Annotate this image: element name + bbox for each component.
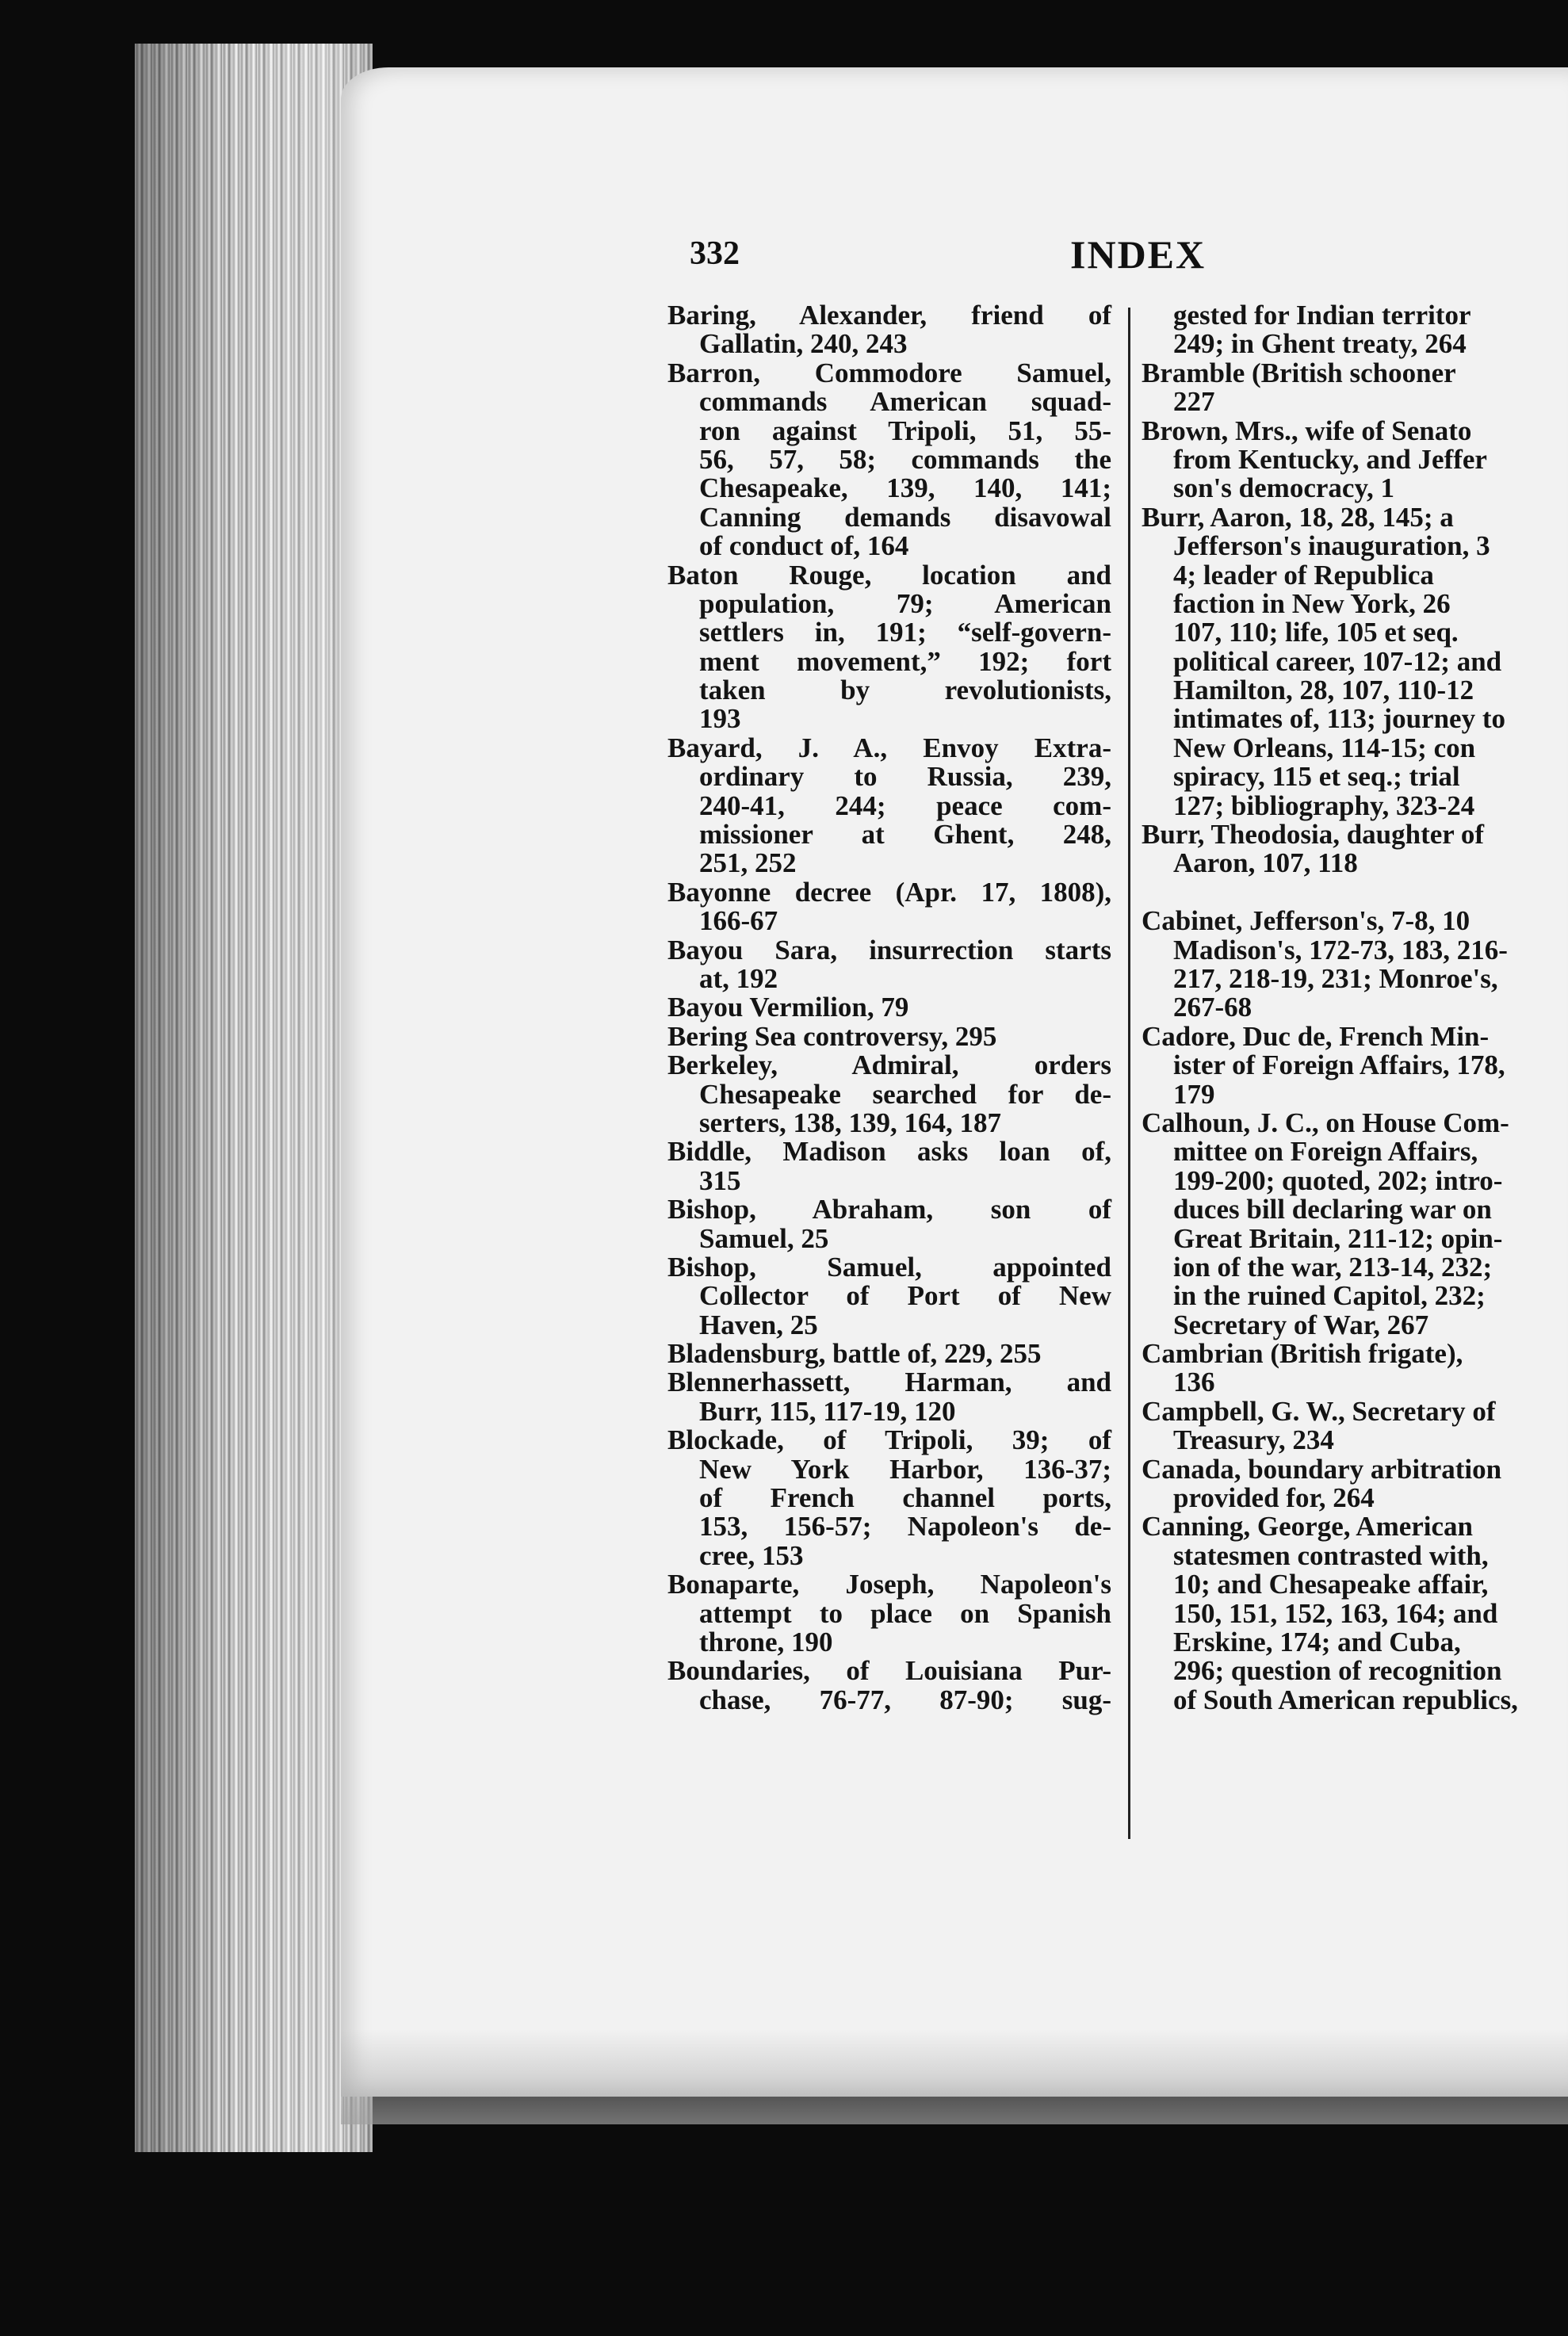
index-line: gested for Indian territor — [1173, 301, 1471, 331]
index-line: Blennerhassett, Harman, and — [667, 1367, 1111, 1398]
index-line: attempt to place on Spanish — [699, 1597, 1111, 1629]
index-line: Boundaries, of Louisiana Pur- — [667, 1655, 1111, 1687]
index-line: Treasury, 234 — [1173, 1424, 1334, 1456]
index-line: Blockade, of Tripoli, 39; of — [667, 1424, 1111, 1456]
index-line: Jefferson's inauguration, 3 — [1173, 530, 1490, 562]
index-line: Berkeley, Admiral, orders — [667, 1049, 1111, 1081]
index-line: Cabinet, Jefferson's, 7-8, 10 — [1142, 905, 1470, 937]
index-line: of conduct of, 164 — [699, 530, 909, 562]
index-line: spiracy, 115 et seq.; trial — [1173, 761, 1460, 793]
index-line: Campbell, G. W., Secretary of — [1142, 1395, 1496, 1427]
index-line: 251, 252 — [699, 847, 797, 879]
index-line: Gallatin, 240, 243 — [699, 328, 908, 360]
index-line: commands American squad- — [699, 386, 1111, 418]
index-column-left — [667, 301, 1111, 1715]
index-line: New Orleans, 114-15; con — [1173, 732, 1476, 763]
index-line: mittee on Foreign Affairs, — [1173, 1136, 1478, 1168]
index-line: Burr, 115, 117-19, 120 — [699, 1395, 956, 1427]
page-bottom-shadow — [341, 2029, 1568, 2124]
index-line: ion of the war, 213-14, 232; — [1173, 1251, 1493, 1283]
index-line: Haven, 25 — [699, 1309, 818, 1340]
index-line: of South American republics, — [1173, 1684, 1518, 1715]
index-line: Secretary of War, 267 — [1173, 1309, 1429, 1340]
index-line: Bayou Vermilion, 79 — [667, 992, 909, 1023]
index-line: 56, 57, 58; commands the — [699, 443, 1111, 475]
index-line: Chesapeake searched for de- — [699, 1078, 1111, 1110]
index-line: Samuel, 25 — [699, 1222, 829, 1254]
index-line: Biddle, Madison asks loan of, — [667, 1136, 1111, 1168]
index-line: Baring, Alexander, friend of — [667, 300, 1111, 331]
index-line: missioner at Ghent, 248, — [699, 819, 1111, 851]
index-line: ister of Foreign Affairs, 178, — [1173, 1049, 1505, 1081]
index-line: Bayard, J. A., Envoy Extra- — [667, 732, 1111, 763]
index-line: Madison's, 172-73, 183, 216- — [1173, 934, 1508, 965]
index-line: throne, 190 — [699, 1626, 833, 1657]
index-line: 240-41, 244; peace com- — [699, 789, 1111, 821]
index-line: statesmen contrasted with, — [1173, 1539, 1489, 1571]
index-line: Brown, Mrs., wife of Senato — [1142, 415, 1472, 446]
index-line: ron against Tripoli, 51, 55- — [699, 415, 1111, 446]
index-line: of French channel ports, — [699, 1482, 1111, 1514]
index-line: 296; question of recognition — [1173, 1655, 1502, 1687]
index-line: serters, 138, 139, 164, 187 — [699, 1107, 1002, 1138]
index-line: Canada, boundary arbitration — [1142, 1453, 1502, 1485]
index-line: 127; bibliography, 323-24 — [1173, 789, 1475, 821]
index-line: Bayonne decree (Apr. 17, 1808), — [667, 876, 1111, 908]
index-line: 249; in Ghent treaty, 264 — [1173, 328, 1467, 360]
index-line: 267-68 — [1173, 992, 1252, 1023]
index-line: Burr, Aaron, 18, 28, 145; a — [1142, 501, 1454, 533]
index-line: Bering Sea controversy, 295 — [667, 1020, 997, 1052]
index-line: Collector of Port of New — [699, 1280, 1111, 1312]
index-line: son's democracy, 1 — [1173, 472, 1395, 504]
index-line: Bishop, Samuel, appointed — [667, 1251, 1111, 1283]
index-line: Canning, George, American — [1142, 1511, 1474, 1543]
index-line: 217, 218-19, 231; Monroe's, — [1173, 962, 1498, 994]
index-line: Erskine, 174; and Cuba, — [1173, 1626, 1461, 1657]
index-line: ordinary to Russia, 239, — [699, 761, 1111, 793]
index-line: New York Harbor, 136-37; — [699, 1453, 1111, 1485]
book-page-edges — [135, 44, 373, 2152]
index-line: population, 79; American — [699, 587, 1111, 619]
index-line: political career, 107-12; and — [1173, 645, 1502, 677]
index-line: in the ruined Capitol, 232; — [1173, 1280, 1486, 1312]
index-line: taken by revolutionists, — [699, 675, 1111, 706]
index-line: 10; and Chesapeake affair, — [1173, 1569, 1489, 1600]
index-line: intimates of, 113; journey to — [1173, 703, 1505, 735]
index-line: Canning demands disavowal — [699, 501, 1111, 533]
index-line: faction in New York, 26 — [1173, 587, 1451, 619]
page-number: 332 — [690, 235, 740, 272]
index-line: settlers in, 191; “self-govern- — [699, 617, 1111, 648]
index-line: provided for, 264 — [1173, 1482, 1375, 1514]
index-column-right — [1142, 301, 1568, 1715]
index-line: 150, 151, 152, 163, 164; and — [1173, 1597, 1498, 1629]
column-divider — [1128, 308, 1130, 1839]
index-line: 166-67 — [699, 905, 778, 937]
index-line: Bayou Sara, insurrection starts — [667, 934, 1111, 965]
index-line: cree, 153 — [699, 1539, 804, 1571]
index-line: Cambrian (British frigate), — [1142, 1338, 1463, 1370]
index-line: Hamilton, 28, 107, 110-12 — [1173, 675, 1474, 706]
index-line: 107, 110; life, 105 et seq. — [1173, 617, 1459, 648]
index-line: Great Britain, 211-12; opin- — [1173, 1222, 1503, 1254]
index-line: chase, 76-77, 87-90; sug- — [699, 1684, 1111, 1715]
index-line: 315 — [699, 1164, 741, 1196]
index-line: from Kentucky, and Jeffer — [1173, 443, 1487, 475]
index-line: Burr, Theodosia, daughter of — [1142, 819, 1485, 851]
index-line: 199-200; quoted, 202; intro- — [1173, 1164, 1503, 1196]
index-line: Bladensburg, battle of, 229, 255 — [667, 1338, 1042, 1370]
index-line: 179 — [1173, 1078, 1215, 1110]
index-line: 153, 156-57; Napoleon's de- — [699, 1511, 1111, 1543]
index-line: Barron, Commodore Samuel, — [667, 357, 1111, 388]
page-header — [690, 231, 1568, 287]
index-line: Baton Rouge, location and — [667, 559, 1111, 591]
index-line: Chesapeake, 139, 140, 141; — [699, 472, 1111, 504]
index-line: at, 192 — [699, 962, 778, 994]
index-line: Bishop, Abraham, son of — [667, 1194, 1111, 1225]
index-line: Calhoun, J. C., on House Com- — [1142, 1107, 1509, 1138]
index-line: Aaron, 107, 118 — [1173, 847, 1358, 879]
index-line: 193 — [699, 703, 741, 735]
index-line: Cadore, Duc de, French Min- — [1142, 1020, 1490, 1052]
index-line: 4; leader of Republica — [1173, 559, 1434, 591]
index-line: Bramble (British schooner — [1142, 357, 1456, 388]
index-line: 227 — [1173, 386, 1215, 418]
page-title: INDEX — [1070, 232, 1207, 277]
index-line: 136 — [1173, 1367, 1215, 1398]
index-section-gap — [1142, 878, 1568, 907]
index-line: duces bill declaring war on — [1173, 1194, 1492, 1225]
index-line: ment movement,” 192; fort — [699, 645, 1111, 677]
index-line: Bonaparte, Joseph, Napoleon's — [667, 1569, 1111, 1600]
